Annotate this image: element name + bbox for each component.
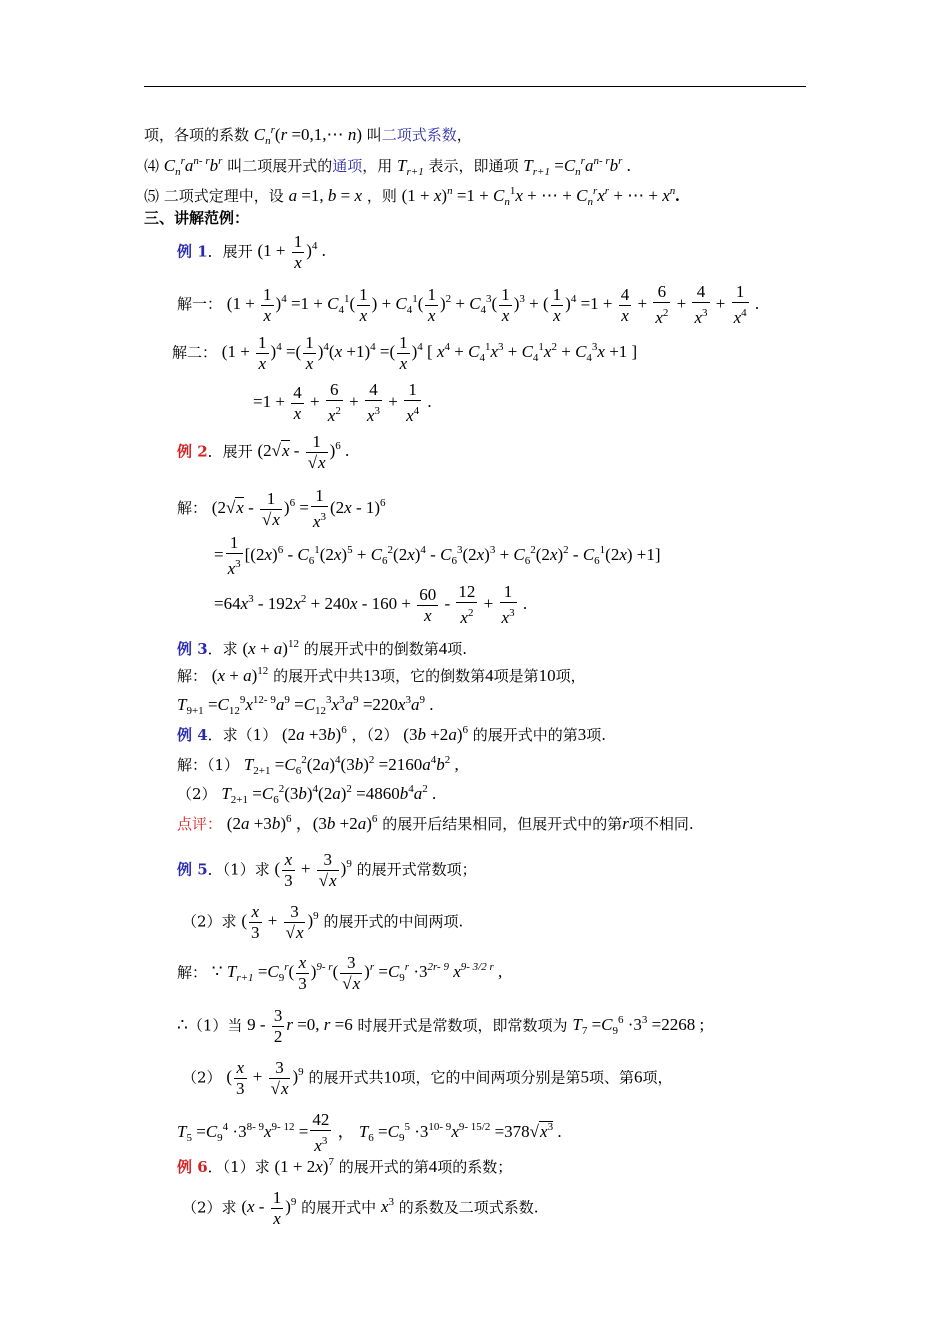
binomial-coefficient-link[interactable]: 二项式系数 (381, 126, 457, 144)
example-3-solution: 解： $(x + a)^{12}$ 的展开式中共13项，它的倒数第4项是第10项， (177, 665, 586, 685)
example-2-label: 例 2 (177, 442, 208, 461)
example-3: 例 3．求 $(x + a)^{12}$ 的展开式中的倒数第4项. (177, 638, 468, 658)
comment: 点评： $(2a +3b)^6$ ，$(3b +2a)^6$ 的展开后结果相同，但展开式中的第r项不相同. (177, 813, 694, 833)
example-1-solution-2-result: =1 + $\frac{4}{x}$ + $\frac{6}{x^2}$ + $\frac{4}{x^3}$ + $\frac{1}{x^4}$ . (253, 380, 432, 425)
text-line-1: 项，各项的系数 $C_n^r(r$ =0,1,⋯ n) 叫二项式系数， (144, 124, 472, 147)
example-2-solution: 解： (2√x - $\frac{1}{√x}$ )$^6$ = $\frac{1}{x^3}$ (2x - 1)$^6$ (177, 486, 386, 531)
example-1: 例 1．展开 (1 + $\frac{1}{x}$ )$^4$ . (177, 232, 326, 272)
example-5-solution-2: （2） ( $\frac{x}{3}$ + $\frac{3}{√x}$ )$^9$ 的展开式共10项，它的中间两项分别是第5项、第6项， (182, 1058, 673, 1098)
example-6-part-2: （2）求 (x - $\frac{1}{x}$ )$^9$ 的展开式中 $x^3$ 的系数及二项式系数. (182, 1188, 539, 1228)
example-2: 例 2．展开 (2√x - $\frac{1}{√x}$ )$^6$ . (177, 432, 350, 472)
example-5-solution-1: ∴（1）当 9 - $\frac{3}{2}$ r =0, r =6 时展开式是常数项，即常数项为 $T_7 =C_9^6 \cdot 3^3 =2268$ ; (177, 1006, 705, 1046)
section-title: 三、讲解范例： (144, 209, 250, 227)
example-5: 例 5．（1）求 ( $\frac{x}{3}$ + $\frac{3}{√x}$ )$^9$ 的展开式常数项； (177, 850, 477, 890)
comment-label: 点评： (177, 815, 223, 833)
example-4-solution-2: （2） $T_{2+1} =C_6^2(3b)^4(2a)^2 =4860b^4a^2$ . (177, 783, 437, 806)
example-5-part-2: （2）求 ( $\frac{x}{3}$ + $\frac{3}{√x}$ )$^9$ 的展开式的中间两项. (182, 902, 464, 942)
example-4: 例 4．求（1） $(2a +3b)^6$ ，（2） $(3b +2a)^6$ 的展开式中的第3项. (177, 724, 607, 744)
example-6: 例 6．（1）求 $(1 + 2x)^7$ 的展开式的第4项的系数； (177, 1156, 513, 1176)
general-term-link[interactable]: 通项 (332, 157, 363, 175)
example-3-solution-result: $T_{9+1} =C_{12}^9x^{12- 9}a^9 =C_{12}^3x^3a^9 =220x^3a^9$ . (177, 694, 434, 717)
example-4-label: 例 4 (177, 726, 208, 744)
example-1-label: 例 1 (177, 242, 208, 261)
example-4-solution-1: 解：（1） $T_{2+1} =C_6^2(2a)^4(3b)^2 =2160a^4b^2$ , (177, 754, 459, 777)
example-5-label: 例 5 (177, 860, 208, 879)
example-3-label: 例 3 (177, 640, 208, 658)
example-2-solution-step-2: = $\frac{1}{x^3}$ $[(2x)^6 - C_6^1(2x)^5 + C_6^2(2x)^4 - C_6^3(2x)^3 + C_6^2(2x)^2 - C_6^1(2x) +1]$ (214, 533, 661, 578)
example-5-solution: 解： ∵ $T_{r+1} =C_9^r$( $\frac{x}{3}$ )$^{9- r}$( $\frac{3}{√x}$ )$^r =C_9^r \cdot 3^{2r- 9}$ $x^{9- 3/2 r}$ , (177, 953, 503, 993)
text-line-3: ⑸ 二项式定理中，设 a =1, b = x ，则 $(1 + x)^n =1 + C_n^1x$ + ⋯ + $C_n^rx^r$ + ⋯ + $x^n$. (144, 185, 680, 208)
example-5-solution-2-result: $T_5 =C_9^4 \cdot 3^{8- 9}x^{9- 12}$ = $\frac{42}{x^3}$ ， $T_6 =C_9^5 \cdot 3^{10- 9}x^{9- 15/2} =378√x^3$ . (177, 1110, 562, 1155)
text-line-2: ⑷ $C_n^ra^{n- r}b^r$ 叫二项展开式的通项，用 $T_{r+1}$ 表示，即通项 $T_{r+1} =C_n^ra^{n- r}b^r$ . (144, 155, 631, 178)
header-rule (144, 86, 806, 87)
example-2-solution-step-3: $=64x^3 - 192x^2 + 240x - 160$ + $\frac{60}{x}$ - $\frac{12}{x^2}$ + $\frac{1}{x^3}$ . (214, 582, 528, 627)
example-1-solution-1: 解一： (1 + $\frac{1}{x}$ )$^4 =1 + C_4^1$( $\frac{1}{x}$ ) + $C_4^1$( $\frac{1}{x}$ )$^2 + C_4^3$( $\frac{1}{x}$ )$^3$ + ( $\frac{1}{x}$ )$^4$ =1 + $\frac{4}{x}$ + $\frac{6}{x^2}$ + $\frac{4}{x^3}$ + $\frac{1}{x^4}$ . (177, 282, 760, 327)
example-1-solution-2: 解二： (1 + $\frac{1}{x}$ )$^4$ =( $\frac{1}{x}$ )$^4(x +1)^4$ =( $\frac{1}{x}$ )$^4$ [ $x^4 + C_4^1x^3 + C_4^1x^2 + C_4^3x +1$ ] (172, 333, 638, 373)
example-6-label: 例 6 (177, 1158, 208, 1176)
